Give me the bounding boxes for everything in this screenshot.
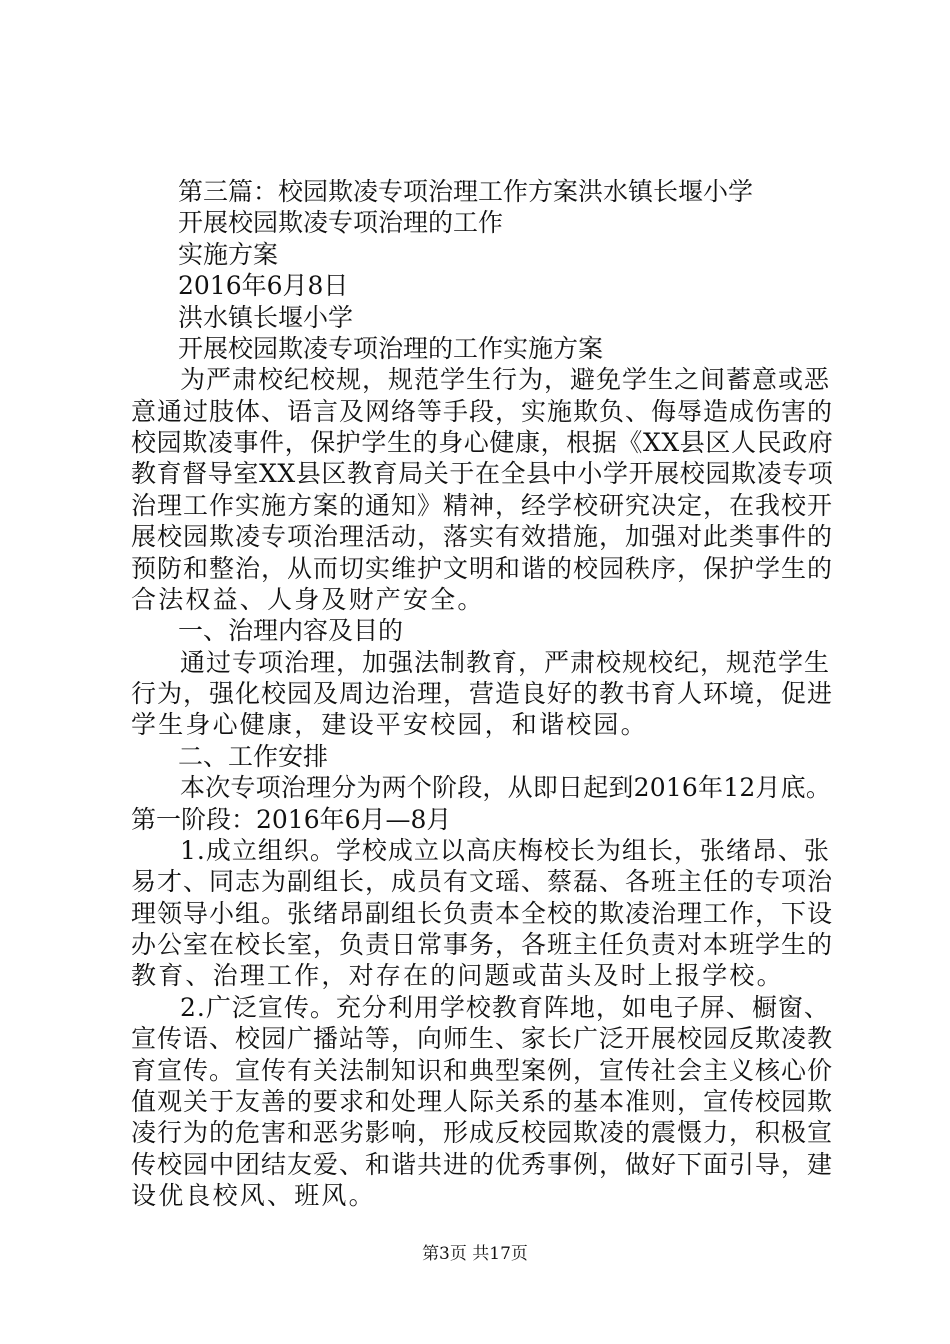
paragraph-line: 校园欺凌事件，保护学生的身心健康，根据《XX县区人民政府 xyxy=(131,428,834,457)
page-number-footer: 第3页 共17页 xyxy=(422,1244,528,1264)
paragraph-line: 本次专项治理分为两个阶段，从即日起到2016年12月底。 xyxy=(180,773,832,803)
paragraph-line: 设优良校风、班风。 xyxy=(131,1181,376,1210)
paragraph-line: 易才、同志为副组长，成员有文瑶、蔡磊、各班主任的专项治 xyxy=(131,867,834,897)
paragraph-line: 理领导小组。张绪昂副组长负责本全校的欺凌治理工作，下设 xyxy=(131,898,834,928)
paragraph-line: 教育、治理工作，对存在的问题或苗头及时上报学校。 xyxy=(131,961,784,991)
subtitle-line: 开展校园欺凌专项治理的工作实施方案 xyxy=(178,333,604,363)
stage-heading: 第一阶段：2016年6月—8月 xyxy=(131,804,452,834)
date-line: 2016年6月8日 xyxy=(178,271,349,301)
paragraph-line: 通过专项治理，加强法制教育，严肃校规校纪，规范学生 xyxy=(180,647,831,677)
section-heading: 一、治理内容及目的 xyxy=(178,616,404,646)
paragraph-line: 预防和整治，从而切实维护文明和谐的校园秩序，保护学生的 xyxy=(131,553,834,583)
paragraph-line: 治理工作实施方案的通知》精神，经学校研究决定，在我校开 xyxy=(131,490,834,520)
paragraph-line: 办公室在校长室，负责日常事务，各班主任负责对本班学生的 xyxy=(131,930,834,959)
title-line: 开展校园欺凌专项治理的工作 xyxy=(178,208,504,238)
title-line: 第三篇：校园欺凌专项治理工作方案洪水镇长堰小学 xyxy=(178,177,754,206)
school-name-line: 洪水镇长堰小学 xyxy=(178,302,354,332)
paragraph-line: 合法权益、人身及财产安全。 xyxy=(131,584,485,614)
paragraph-line: 2.广泛宣传。充分利用学校教育阵地，如电子屏、橱窗、 xyxy=(180,992,830,1022)
section-heading: 二、工作安排 xyxy=(178,741,329,771)
paragraph-line: 育宣传。宣传有关法制知识和典型案例，宣传社会主义核心价 xyxy=(131,1055,834,1085)
paragraph-line: 教育督导室XX县区教育局关于在全县中小学开展校园欺凌专项 xyxy=(131,459,834,489)
paragraph-line: 为严肃校纪校规，规范学生行为，避免学生之间蓄意或恶 xyxy=(180,365,831,395)
paragraph-line: 行为，强化校园及周边治理，营造良好的教书育人环境，促进 xyxy=(131,679,834,708)
paragraph-line: 宣传语、校园广播站等，向师生、家长广泛开展校园反欺凌教 xyxy=(131,1024,834,1054)
paragraph-line: 意通过肢体、语言及网络等手段，实施欺负、侮辱造成伤害的 xyxy=(131,396,834,426)
title-line: 实施方案 xyxy=(178,239,279,269)
paragraph-line: 学生身心健康，建设平安校园，和谐校园。 xyxy=(131,710,648,740)
paragraph-line: 值观关于友善的要求和处理人际关系的基本准则，宣传校园欺 xyxy=(131,1086,834,1116)
paragraph-line: 1.成立组织。学校成立以高庆梅校长为组长，张绪昂、张 xyxy=(180,835,830,865)
paragraph-line: 凌行为的危害和恶劣影响，形成反校园欺凌的震慑力，积极宣 xyxy=(131,1118,834,1148)
paragraph-line: 传校园中团结友爱、和谐共进的优秀事例，做好下面引导，建 xyxy=(131,1149,834,1179)
paragraph-line: 展校园欺凌专项治理活动，落实有效措施，加强对此类事件的 xyxy=(131,522,834,552)
